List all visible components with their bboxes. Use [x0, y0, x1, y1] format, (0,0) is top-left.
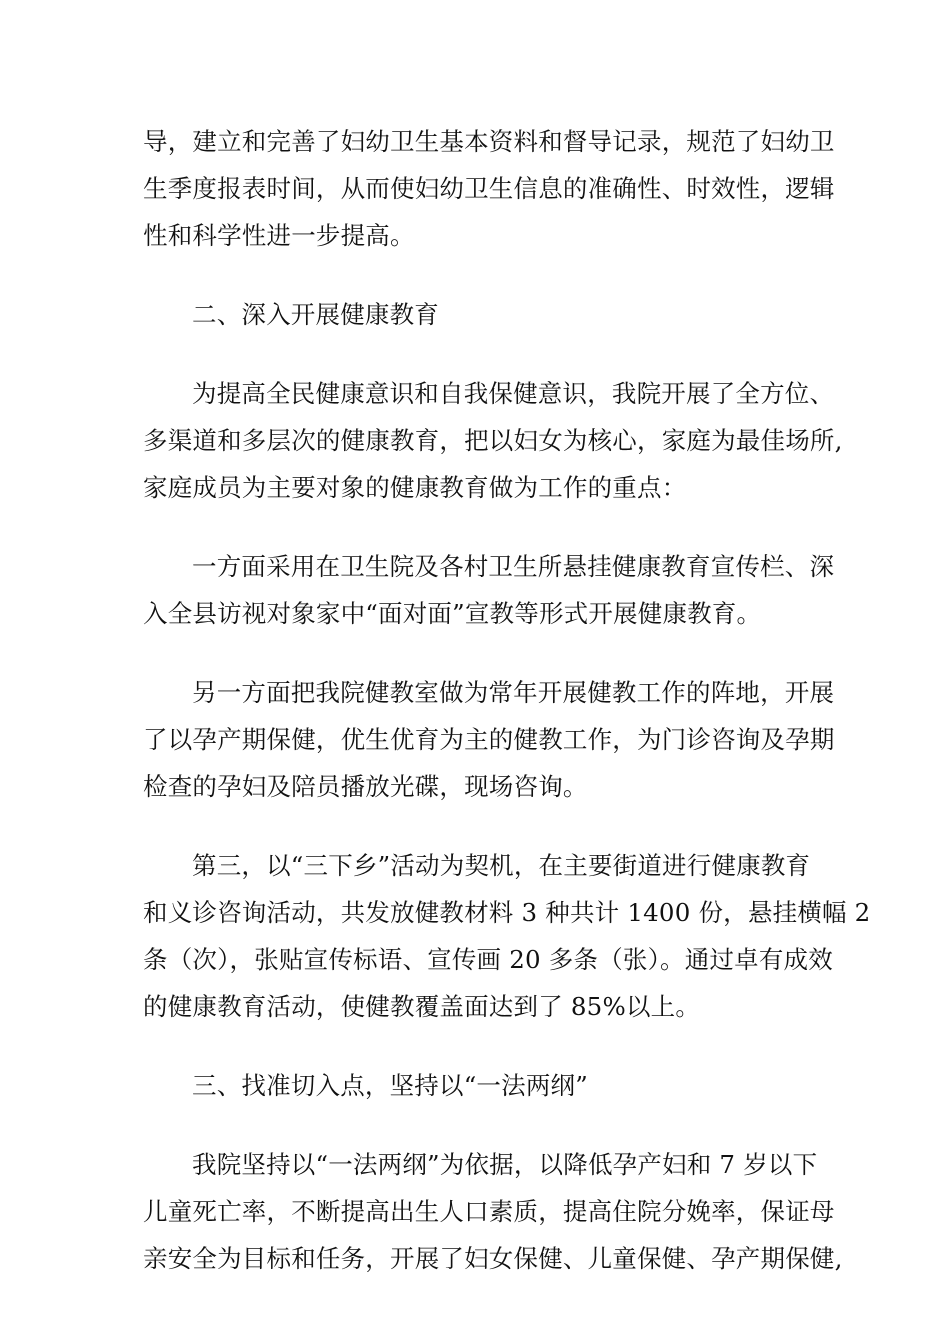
text-line: 另一方面把我院健教室做为常年开展健教工作的阵地，开展	[192, 678, 835, 707]
section-heading-2	[143, 291, 823, 338]
heading-text: 三、找准切入点，坚持以“一法两纲”	[192, 1071, 588, 1100]
text-line: 条（次），张贴宣传标语、宣传画 20 多条（张）。通过卓有成效	[143, 945, 833, 974]
paragraph-health-education-intro	[143, 370, 843, 511]
text-line: 生季度报表时间，从而使妇幼卫生信息的准确性、时效性，逻辑	[143, 174, 835, 203]
section-heading-3	[143, 1062, 823, 1109]
text-line: 儿童死亡率，不断提高出生人口素质，提高住院分娩率，保证母	[143, 1197, 835, 1226]
text-line: 多渠道和多层次的健康教育，把以妇女为核心，家庭为最佳场所,	[143, 426, 843, 455]
paragraph-first-aspect	[143, 543, 835, 637]
text-line: 检查的孕妇及陪员播放光碟，现场咨询。	[143, 772, 588, 801]
text-line: 入全县访视对象家中“面对面”宣教等形式开展健康教育。	[143, 599, 762, 628]
text-line: 性和科学性进一步提高。	[143, 221, 415, 250]
paragraph-one-law-two-outlines	[143, 1141, 843, 1282]
text-line: 一方面采用在卫生院及各村卫生所悬挂健康教育宣传栏、深	[192, 552, 835, 581]
paragraph-continuation	[143, 118, 835, 259]
text-line: 和义诊咨询活动，共发放健教材料 3 种共计 1400 份，悬挂横幅 2	[143, 898, 871, 927]
heading-text: 二、深入开展健康教育	[192, 300, 439, 329]
text-line: 导，建立和完善了妇幼卫生基本资料和督导记录，规范了妇幼卫	[143, 127, 835, 156]
text-line: 第三，以“三下乡”活动为契机，在主要街道进行健康教育	[192, 851, 811, 880]
text-line: 我院坚持以“一法两纲”为依据，以降低孕产妇和 7 岁以下	[192, 1150, 818, 1179]
text-line: 的健康教育活动，使健教覆盖面达到了 85%以上。	[143, 992, 701, 1021]
text-line: 家庭成员为主要对象的健康教育做为工作的重点：	[143, 473, 687, 502]
document-body	[143, 118, 871, 1314]
text-line: 亲安全为目标和任务，开展了妇女保健、儿童保健、孕产期保健,	[143, 1244, 843, 1273]
text-line: 为提高全民健康意识和自我保健意识，我院开展了全方位、	[192, 379, 835, 408]
paragraph-second-aspect	[143, 669, 835, 810]
paragraph-third-aspect	[143, 842, 871, 1030]
text-line: 了以孕产期保健，优生优育为主的健教工作，为门诊咨询及孕期	[143, 725, 835, 754]
